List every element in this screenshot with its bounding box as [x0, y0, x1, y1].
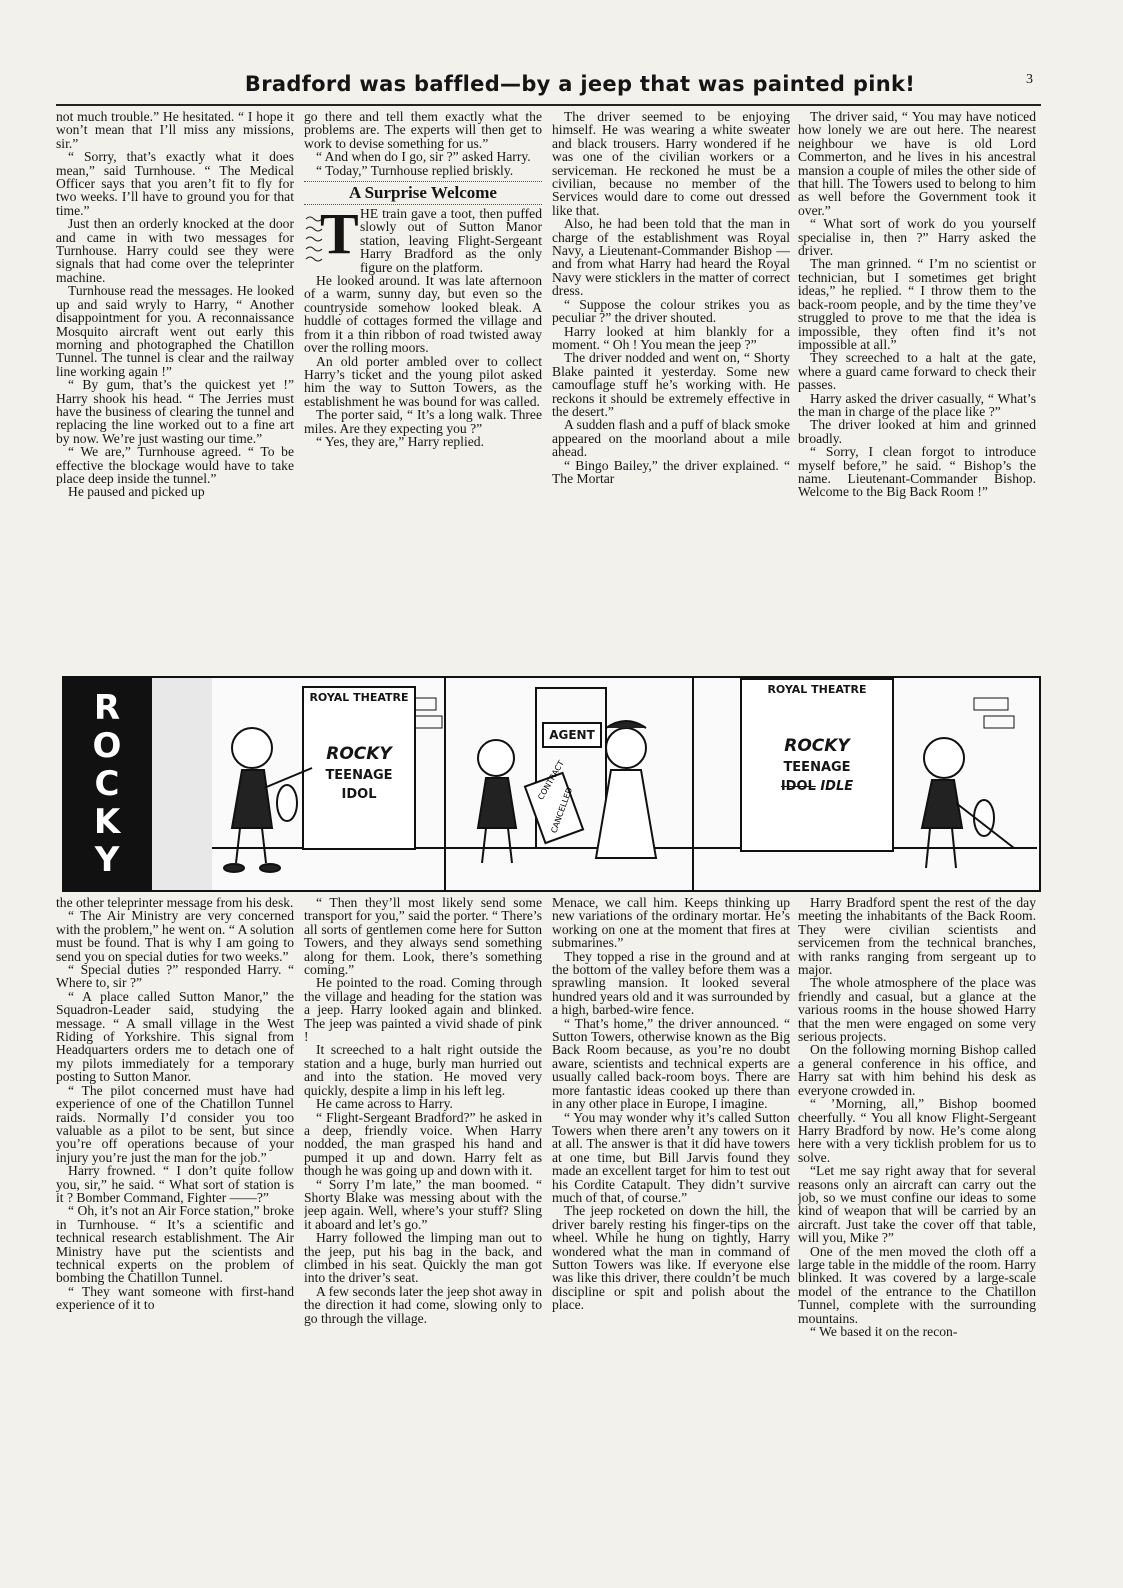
paragraph: They screeched to a halt at the gate, where a guard came forward to check their passes. — [798, 350, 1036, 393]
paragraph: “ They want someone with first-hand experience of it to — [56, 1283, 294, 1313]
header-rule — [56, 104, 1041, 106]
poster-star-name: ROCKY — [784, 736, 850, 756]
poster-line-2: IDOL — [341, 787, 377, 802]
comic-title-letter: Y — [94, 840, 120, 880]
paragraph: A few seconds later the jeep shot away in the direction it had come, slowing only to go through the village. — [304, 1283, 542, 1326]
top-column-3 — [552, 110, 790, 670]
paragraph: Just then an orderly knocked at the door and came in with two messages for Turnhouse. Harry could see they were signals that had come over the teleprinter machine. — [56, 216, 294, 285]
paragraph: The whole atmosphere of the place was friendly and casual, but a glance at the various rooms in the house showed Harry that the men were engaged on some very serious projects. — [798, 975, 1036, 1045]
cancelled-stamp: CANCELLED — [549, 786, 575, 835]
dropcap-letter: T — [320, 201, 359, 267]
top-column-4 — [798, 110, 1036, 670]
bottom-column-2 — [304, 896, 542, 1536]
paragraph: He pointed to the road. Coming through the village and heading for the station was a jeep. Harry looked again and blinked. The jeep was painted a vivid shade of pink ! — [304, 975, 542, 1045]
paragraph: “ Flight-Sergeant Bradford?” he asked in a deep, friendly voice. When Harry nodded, the man grasped his hand and pumped it up and down. Harry felt as though he was going up and down with it. — [304, 1109, 542, 1179]
paragraph: The driver nodded and went on, “ Shorty Blake painted it yesterday. Some new camouflage stuff he’s working with. He reckons it should be extremely effective in the desert.” — [552, 350, 790, 419]
paragraph: “ We based it on the recon- — [810, 1324, 958, 1339]
comic-title-letter: R — [93, 688, 121, 728]
paragraph: not much trouble.” He hesitated. “ I hope it won’t mean that I’ll miss any missions, sir.” — [56, 110, 294, 151]
paragraph: The driver seemed to be enjoying himself. He was wearing a white sweater and black trousers. Harry wondered if he was one of the civilian workers or a serviceman. He reckoned he must be a civilian, because no member of the Services would dare to come out dressed like that. — [552, 110, 790, 218]
paragraph: He paused and picked up — [68, 484, 205, 500]
paragraph: Menace, we call him. Keeps thinking up new variations of the ordinary mortar. He’s working on one at the moment that fires at submarines.” — [552, 896, 790, 951]
paragraph: They topped a rise in the ground and at the bottom of the valley before them was a sprawling mansion. It looked several hundred years old and it was surrounded by a high, barbed-wire fence. — [552, 948, 790, 1018]
paragraph: “ Suppose the colour strikes you as peculiar ?” the driver shouted. — [552, 296, 790, 326]
paragraph: HE train gave a toot, then puffed slowly out of Sutton Manor station, leaving Flight-Sergeant Harry Bradford as the only figure on the platform. — [360, 206, 542, 275]
comic-strip — [62, 676, 1041, 892]
paragraph: The porter said, “ It’s a long walk. Three miles. Are they expecting you ?” — [304, 407, 542, 436]
poster-theatre-name: ROYAL THEATRE — [767, 683, 867, 696]
paragraph: The driver said, “ You may have noticed how lonely we are out here. The nearest neighbour we have is old Lord Commerton, and he lives in his ancestral mansion a couple of miles the other side of that hill. The Towers used to belong to him as well before the Government took it over.” — [798, 110, 1036, 218]
paragraph: Harry looked at him blankly for a moment. “ Oh ! You mean the jeep ?” — [552, 323, 790, 352]
paragraph: “ Bingo Bailey,” the driver explained. “ The Mortar — [552, 457, 790, 486]
paragraph: The driver looked at him and grinned broadly. — [798, 417, 1036, 446]
paragraph: “ Sorry I’m late,” the man boomed. “ Shorty Blake was messing about with the jeep again. Well, where’s your stuff? Sling it aboard and let’s go.” — [304, 1176, 542, 1232]
comic-panel-1 — [152, 678, 446, 890]
comic-title-letter: C — [94, 764, 120, 804]
paragraph: On the following morning Bishop called a general conference in his office, and Harry sat with him behind his desk as everyone crowded in. — [798, 1042, 1036, 1098]
paragraph: “ You may wonder why it’s called Sutton Towers when there aren’t any towers on it at all. The answer is that it did have towers at one time, but Bill Jarvis found they made an excellent target for him to test out his Cordite Catapult. They didn’t survive much of that, of course.” — [552, 1109, 790, 1205]
poster-line-1: TEENAGE — [325, 768, 393, 783]
paragraph: go there and tell them exactly what the problems are. The experts will then get to work to devise something for us.” — [304, 110, 542, 151]
poster-scrawl: IDLE — [820, 779, 854, 794]
top-column-2 — [304, 110, 542, 670]
poster-star-name: ROCKY — [326, 744, 392, 764]
paragraph: “ Oh, it’s not an Air Force station,” broke in Turnhouse. “ It’s a scientific and technical research establishment. The Air Ministry have put the scientists and technical experts on the problem of bombing the Chatillon Tunnel. — [56, 1203, 294, 1286]
paragraph: “ Sorry, I clean forgot to introduce myself before,” he said. “ Bishop’s the name. Lieutenant-Commander Bishop. Welcome to the Big Back Room !” — [798, 444, 1036, 500]
paragraph: Harry asked the driver casually, “ What’s the man in charge of the place like ?” — [798, 390, 1036, 419]
poster-line-1: TEENAGE — [783, 760, 851, 775]
paragraph: “ Then they’ll most likely send some transport for you,” said the porter. “ There’s all sorts of gentlemen come here for Sutton Towers, and they always send something along for them. Look, there’s something coming.” — [304, 896, 542, 978]
paragraph: “ Yes, they are,” Harry replied. — [316, 433, 484, 449]
comic-panel-3 — [694, 678, 1037, 890]
agent-door-sign: AGENT — [542, 722, 602, 748]
paragraph: The jeep rocketed on down the hill, the driver barely resting his finger-tips on the wheel. While he hung on tightly, Harry wondered what the man in command of Sutton Towers was like. If everyone else was like this driver, there couldn’t be much discipline or spit and polish about the place. — [552, 1203, 790, 1313]
contract-label: CONTRACT — [536, 759, 566, 802]
comic-title — [64, 678, 152, 890]
paragraph: Harry Bradford spent the rest of the day meeting the inhabitants of the Back Room. They were civilian scientists and servicemen from the technical branches, with ranks ranging from sergeant up to major. — [798, 896, 1036, 978]
paragraph: A sudden flash and a puff of black smoke appeared on the moorland about a mile ahead. — [552, 417, 790, 460]
bottom-column-4 — [798, 896, 1036, 1536]
paragraph: “ That’s home,” the driver announced. “ Sutton Towers, otherwise known as the Big Back Room because, as you’re no doubt aware, scientists and technical experts are usually called back-room boys. There are more fantastic ideas cooked up there than in any other place in Europe, I imagine. — [552, 1015, 790, 1112]
paragraph: An old porter ambled over to collect Harry’s ticket and the young pilot asked him the way to Sutton Towers, as the establishment he was bound for was called. — [304, 353, 542, 409]
bottom-column-3 — [552, 896, 790, 1536]
paragraph: “ By gum, that’s the quickest yet !” Harry shook his head. “ The Jerries must have the business of clearing the tunnel and replacing the line worked out to a fine art by now. We’re just wasting our time.” — [56, 377, 294, 446]
bottom-column-1 — [56, 896, 294, 1536]
paragraph: “Let me say right away that for several reasons only an aircraft can carry out the job, so we must confine our ideas to some kind of weapon that will be carried by an aircraft. Just take the cover off that table, will you, Mike ?” — [798, 1163, 1036, 1246]
poster-theatre-name: ROYAL THEATRE — [309, 691, 409, 704]
paragraph: Harry frowned. “ I don’t quite follow you, sir,” he said. “ What sort of station is it ? Bomber Command, Fighter ——?” — [56, 1163, 294, 1205]
paragraph: “ The Air Ministry are very concerned with the problem,” he went on. “ A solution must be found. That is why I am going to send you on special duties for two weeks.” — [56, 908, 294, 964]
paragraph: “ Special duties ?” responded Harry. “ Where to, sir ?” — [56, 962, 294, 991]
top-column-2-text — [304, 110, 542, 177]
poster-crossed-word: IDOL — [780, 779, 816, 794]
rocky-character-2 — [694, 678, 1037, 890]
paragraph: He looked around. It was late afternoon of a warm, sunny day, but even so the countryside somehow looked bleak. A huddle of cottages formed the village and from it a thin ribbon of road twisted away over the rolling moors. — [304, 273, 542, 356]
comic-title-letter: K — [93, 802, 121, 842]
paragraph: It screeched to a halt right outside the station and a huge, burly man hurried out and into the station. He moved very quickly, despite a limp in his left leg. — [304, 1042, 542, 1098]
section-subhead: A Surprise Welcome — [304, 181, 542, 205]
paragraph: “ Sorry, that’s exactly what it does mean,” said Turnhouse. “ The Medical Officer says that you aren’t fit to fly for two weeks. I’ll have to ground you for that time.” — [56, 149, 294, 218]
paragraph: “ Today,” Turnhouse replied briskly. — [316, 162, 514, 178]
rocky-character-1 — [152, 678, 444, 890]
paragraph: “ ’Morning, all,” Bishop boomed cheerfully. “ You all know Flight-Sergeant Harry Bradford by now. He’s come along here with a very ticklish problem for us to solve. — [798, 1096, 1036, 1165]
paragraph: Turnhouse read the messages. He looked up and said wryly to Harry, “ Another disappointment for you. A reconnaissance Mosquito aircraft went out early this morning and photographed the Chatillon Tunnel. The tunnel is clear and the railway line working again !” — [56, 283, 294, 379]
comic-characters-2 — [446, 678, 692, 890]
paragraph: The man grinned. “ I’m no scientist or technician, but I sometimes get bright ideas,” he replied. “ I throw them to the back-room people, and by the time they’ve struggled to prove to me that the idea is impossible, they often find it’s not impossible at all.” — [798, 256, 1036, 352]
paragraph: One of the men moved the cloth off a large table in the middle of the room. Harry blinked. It was covered by a large-scale model of the entrance to the Chatillon Tunnel, complete with the surrounding mountains. — [798, 1243, 1036, 1326]
paragraph: “ What sort of work do you yourself specialise in, then ?” Harry asked the driver. — [798, 216, 1036, 259]
comic-panel-2 — [446, 678, 694, 890]
paragraph: the other teleprinter message from his desk. — [56, 896, 294, 910]
paragraph: He came across to Harry. — [316, 1096, 453, 1112]
headline: Bradford was baffled—by a jeep that was painted pink! — [244, 72, 916, 96]
paragraph: “ And when do I go, sir ?” asked Harry. — [316, 149, 531, 165]
paragraph: “ We are,” Turnhouse agreed. “ To be effective the blockage would have to take place deep inside the tunnel.” — [56, 444, 294, 486]
comic-title-letter: O — [92, 726, 122, 766]
paragraph: Harry followed the limping man out to the jeep, put his bag in the back, and climbed in his seat. Quickly the man got into the driver’s seat. — [304, 1230, 542, 1286]
page-number: 3 — [1026, 72, 1033, 87]
dropcap — [304, 201, 359, 267]
top-column-1 — [56, 110, 294, 670]
paragraph: Also, he had been told that the man in charge of the establishment was Royal Navy, a Lieutenant-Commander Bishop —and from what Harry had heard the Royal Navy were sticklers in the matter of correct dress. — [552, 216, 790, 299]
paragraph: “ A place called Sutton Manor,” the Squadron-Leader said, studying the message. “ A small village in the West Riding of Yorkshire. This signal from Headquarters orders me to detach one of my pilots immediately for a temporary posting to Sutton Manor. — [56, 988, 294, 1085]
paragraph: “ The pilot concerned must have had experience of one of the Chatillon Tunnel raids. Normally I’d consider you too valuable as a pilot to be sent, but since you’re off operations because of your injury you’re just the man for the job.” — [56, 1082, 294, 1165]
